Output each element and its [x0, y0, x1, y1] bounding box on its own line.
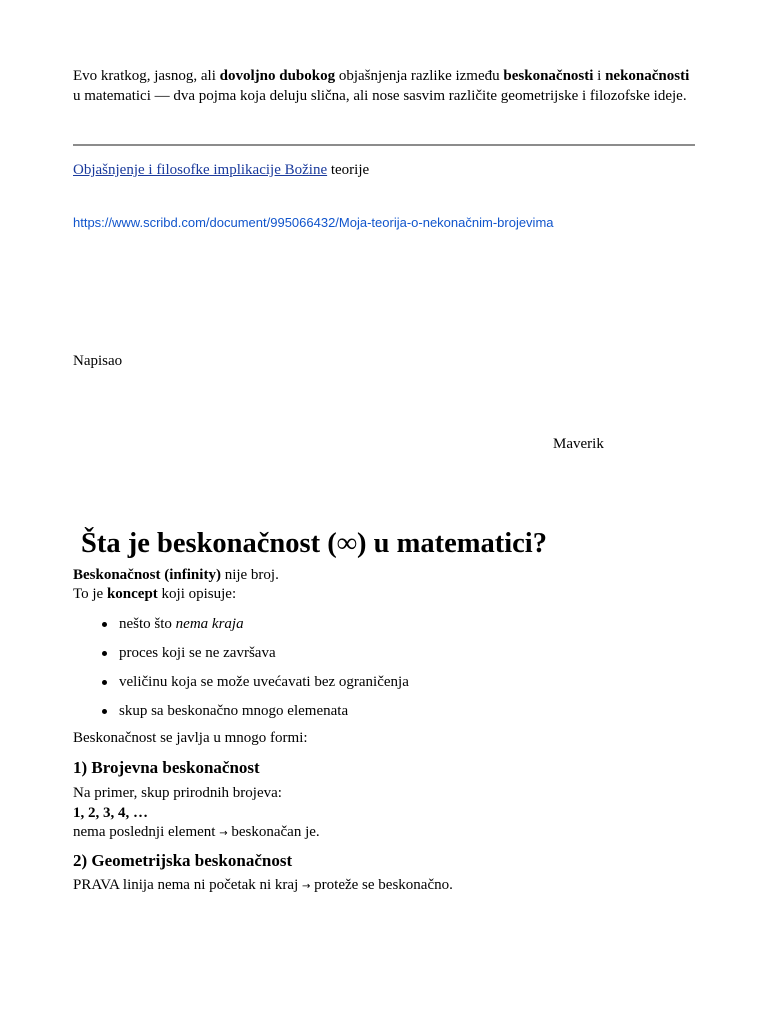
definition-paragraph	[73, 566, 279, 604]
list-item	[119, 612, 409, 641]
written-by-label: Napisao	[73, 353, 123, 369]
list-item	[119, 699, 409, 728]
list-item-text: skup sa beskonačno mnogo elemenata	[119, 703, 349, 719]
geometric-infinity-paragraph	[73, 877, 453, 894]
natural-numbers: 1, 2, 3, 4, …	[73, 804, 148, 821]
list-item-text: nešto što	[119, 616, 176, 632]
subheading-geometric-infinity: 2) Geometrijska beskonačnost	[73, 851, 293, 870]
intro-bold-2: beskonačnosti	[503, 68, 594, 84]
concept-bold: koncept	[106, 586, 158, 602]
no-last-element-text: nema poslednji element	[73, 824, 220, 840]
forms-paragraph: Beskonačnost se javlja u mnogo formi:	[73, 730, 308, 746]
arrow-icon: →	[219, 828, 228, 839]
horizontal-divider	[73, 144, 695, 146]
definition-rest: nije broj.	[220, 567, 279, 583]
list-item	[119, 670, 409, 699]
numeric-infinity-paragraph	[73, 784, 320, 844]
author-name: Maverik	[553, 436, 604, 452]
scribd-url-link[interactable]: https://www.scribd.com/document/995066432/Moja-teorija-o-nekonačnim-brojevima	[73, 215, 554, 230]
theory-link[interactable]: Objašnjenje i filosofke implikacije Božine	[73, 162, 328, 178]
theory-link-suffix: teorije	[327, 162, 370, 178]
intro-text-2: objašnjenja razlike između	[335, 68, 504, 84]
intro-paragraph	[73, 67, 695, 106]
intro-bold-3: nekonačnosti	[605, 68, 690, 84]
intro-text-3: i	[593, 68, 606, 84]
concept-list	[73, 612, 409, 728]
subheading-numeric-infinity: 1) Brojevna beskonačnost	[73, 758, 260, 777]
infinite-text: beskonačan je.	[227, 824, 320, 840]
intro-text-1: Evo kratkog, jasnog, ali	[73, 68, 220, 84]
numeric-example-line: Na primer, skup prirodnih brojeva:	[73, 785, 282, 801]
list-item-emphasis: nema kraja	[175, 616, 244, 632]
line-text-a: PRAVA linija nema ni početak ni kraj	[73, 877, 303, 893]
list-item	[119, 641, 409, 670]
list-item-text: proces koji se ne završava	[119, 645, 276, 661]
arrow-icon: →	[302, 881, 311, 892]
intro-bold-1: dovoljno dubokog	[219, 68, 336, 84]
line-text-b: proteže se beskonačno.	[310, 877, 453, 893]
theory-link-line	[73, 161, 369, 180]
list-item-text: veličinu koja se može uvećavati bez ograničenja	[119, 674, 409, 690]
definition-bold: Beskonačnost (infinity)	[73, 567, 221, 583]
concept-pre: To je	[73, 586, 107, 602]
section-heading: Šta je beskonačnost (∞) u matematici?	[81, 528, 547, 559]
concept-post: koji opisuje:	[157, 586, 237, 602]
intro-text-4: u matematici — dva pojma koja deluju slična, ali nose sasvim različite geometrijske i filozofske ideje.	[73, 87, 687, 104]
